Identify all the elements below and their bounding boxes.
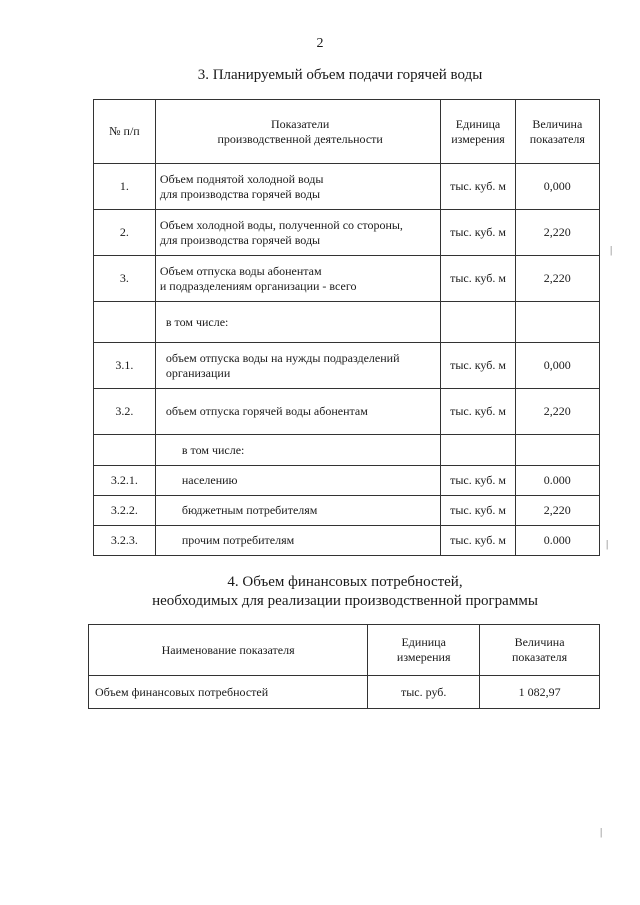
row-value: 0.000 [515, 466, 599, 496]
row-value: 2,220 [515, 210, 599, 256]
table-row [94, 256, 600, 302]
row-num: 2. [94, 210, 156, 256]
table-row [94, 496, 600, 526]
table-row [94, 343, 600, 389]
row-value: 1 082,97 [480, 676, 600, 709]
table-header-row [89, 625, 600, 676]
header-indicator-name: Наименование показателя [89, 625, 368, 676]
row-num: 3.2.3. [94, 526, 156, 556]
row-value: 2,220 [515, 496, 599, 526]
row-name: Объем поднятой холодной воды для производства горячей воды [155, 164, 441, 210]
row-unit: тыс. куб. м [441, 164, 515, 210]
row-unit: тыс. куб. м [441, 389, 515, 435]
page-number: 2 [316, 36, 324, 51]
row-value: 0,000 [515, 164, 599, 210]
table-row [94, 302, 600, 343]
row-name: в том числе: [155, 302, 441, 343]
table-row [94, 389, 600, 435]
row-num: 3.2.1. [94, 466, 156, 496]
row-name: Объем холодной воды, полученной со стороны, для производства горячей воды [155, 210, 441, 256]
hot-water-volume-table [93, 99, 600, 556]
row-unit: тыс. куб. м [441, 256, 515, 302]
financial-needs-table [88, 624, 600, 709]
row-num: 3.2. [94, 389, 156, 435]
scan-mark: | [606, 538, 609, 550]
row-value: 2,220 [515, 389, 599, 435]
row-value [515, 302, 599, 343]
section-4-title: 4. Объем финансовых потребностей, необходимых для реализации производственной программы [152, 574, 538, 609]
scan-mark: | [610, 244, 613, 256]
row-name: объем отпуска горячей воды абонентам [155, 389, 441, 435]
row-name: бюджетным потребителям [155, 496, 441, 526]
row-num: 1. [94, 164, 156, 210]
row-num [94, 302, 156, 343]
row-num: 3.2.2. [94, 496, 156, 526]
row-unit [441, 435, 515, 466]
table-row [94, 435, 600, 466]
table-row [94, 466, 600, 496]
scan-mark: | [600, 826, 603, 838]
header-indicators: Показатели производственной деятельности [155, 100, 441, 164]
section-3-title: 3. Планируемый объем подачи горячей воды [197, 67, 483, 83]
row-name: Объем финансовых потребностей [89, 676, 368, 709]
row-name: прочим потребителям [155, 526, 441, 556]
row-value: 0,000 [515, 343, 599, 389]
row-name: Объем отпуска воды абонентам и подразделениям организации - всего [155, 256, 441, 302]
row-unit: тыс. куб. м [441, 526, 515, 556]
table-row [89, 676, 600, 709]
row-unit: тыс. куб. м [441, 343, 515, 389]
row-unit: тыс. руб. [368, 676, 480, 709]
row-unit: тыс. куб. м [441, 210, 515, 256]
row-num [94, 435, 156, 466]
header-unit: Единица измерения [368, 625, 480, 676]
row-name: в том числе: [155, 435, 441, 466]
row-value [515, 435, 599, 466]
table-header-row [94, 100, 600, 164]
table-row [94, 526, 600, 556]
row-unit: тыс. куб. м [441, 496, 515, 526]
row-value: 0.000 [515, 526, 599, 556]
row-num: 3. [94, 256, 156, 302]
row-name: населению [155, 466, 441, 496]
table-row [94, 210, 600, 256]
row-unit: тыс. куб. м [441, 466, 515, 496]
table-row [94, 164, 600, 210]
header-value: Величина показателя [480, 625, 600, 676]
header-unit: Единица измерения [441, 100, 515, 164]
row-value: 2,220 [515, 256, 599, 302]
row-unit [441, 302, 515, 343]
header-value: Величина показателя [515, 100, 599, 164]
row-name: объем отпуска воды на нужды подразделений организации [155, 343, 441, 389]
row-num: 3.1. [94, 343, 156, 389]
header-num: № п/п [94, 100, 156, 164]
